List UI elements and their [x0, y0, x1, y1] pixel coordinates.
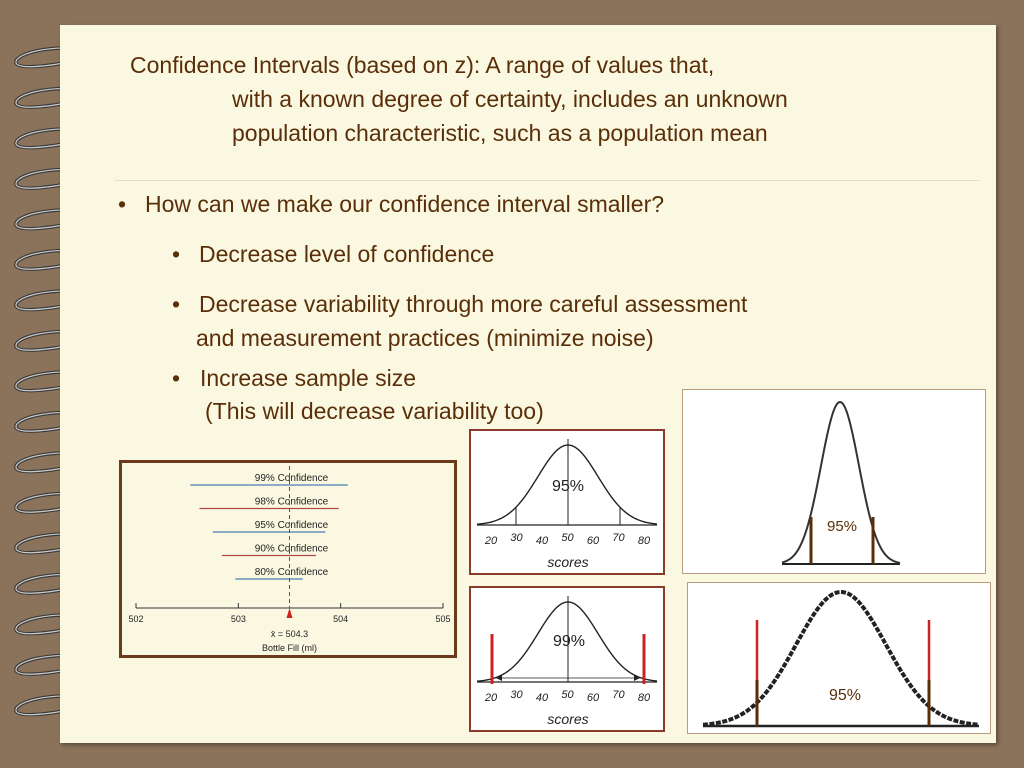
- score-tick-label: 60: [586, 692, 600, 704]
- score-tick-label: 20: [484, 692, 498, 704]
- percent-label: 95%: [551, 478, 585, 495]
- score-tick-label: 80: [637, 535, 651, 547]
- sub-bullet-variability-cont: and measurement practices (minimize noise): [196, 325, 654, 351]
- ci-axis-tick-label: 502: [128, 614, 144, 624]
- bullet-marker: •: [172, 291, 181, 317]
- normal-curve-99-scores: [469, 586, 665, 732]
- bullet-marker: •: [172, 365, 181, 391]
- score-tick-label: 70: [612, 689, 625, 701]
- confidence-interval-figure: [119, 460, 457, 658]
- ci-interval-label: 98% Confidence: [254, 496, 329, 508]
- sub-bullet-sample-size: Increase sample size: [200, 365, 417, 391]
- ci-interval-label: 90% Confidence: [254, 543, 329, 555]
- score-tick-label: 30: [510, 532, 523, 544]
- ci-interval-label: 99% Confidence: [254, 473, 329, 484]
- percent-label: 95%: [828, 687, 862, 704]
- percent-label: 99%: [552, 633, 586, 650]
- sub-bullet-variability: Decrease variability through more careful assessment: [199, 291, 748, 317]
- score-tick-label: 60: [586, 535, 600, 547]
- title-divider: [115, 180, 980, 181]
- wide-normal-curve-95: [687, 582, 991, 734]
- title-line-3: population characteristic, such as a population mean: [232, 120, 768, 146]
- ci-interval-label: 80% Confidence: [254, 567, 329, 578]
- ci-mean-label: x̄ = 504.3: [270, 629, 309, 639]
- score-tick-label: 70: [612, 532, 625, 544]
- score-tick-label: 50: [561, 532, 574, 544]
- ci-axis-tick-label: 505: [435, 614, 451, 624]
- bullet-marker: •: [172, 241, 181, 267]
- sub-bullet-confidence: Decrease level of confidence: [199, 241, 495, 267]
- title-line-1: Confidence Intervals (based on z): A range of values that,: [130, 52, 715, 78]
- sub-bullet-sample-size-cont: (This will decrease variability too): [205, 398, 544, 424]
- ci-axis-label: Bottle Fill (ml): [261, 643, 318, 653]
- normal-curve-95-scores: [469, 429, 665, 575]
- score-tick-label: 30: [510, 689, 523, 701]
- score-tick-label: 80: [637, 692, 651, 704]
- scores-axis-label: scores: [547, 711, 589, 727]
- score-tick-label: 40: [535, 535, 549, 547]
- ci-axis-tick-label: 504: [333, 614, 349, 624]
- score-tick-label: 50: [561, 689, 574, 701]
- title-line-2: with a known degree of certainty, includes an unknown: [232, 86, 788, 112]
- scores-axis-label: scores: [547, 554, 589, 570]
- narrow-normal-curve-95: [682, 389, 986, 574]
- percent-label: 95%: [826, 518, 858, 535]
- bullet-question: How can we make our confidence interval smaller?: [145, 191, 665, 217]
- score-tick-label: 20: [484, 535, 498, 547]
- score-tick-label: 40: [535, 692, 549, 704]
- ci-interval-label: 95% Confidence: [254, 520, 329, 531]
- ci-axis-tick-label: 503: [230, 614, 246, 624]
- bullet-marker: •: [118, 191, 127, 217]
